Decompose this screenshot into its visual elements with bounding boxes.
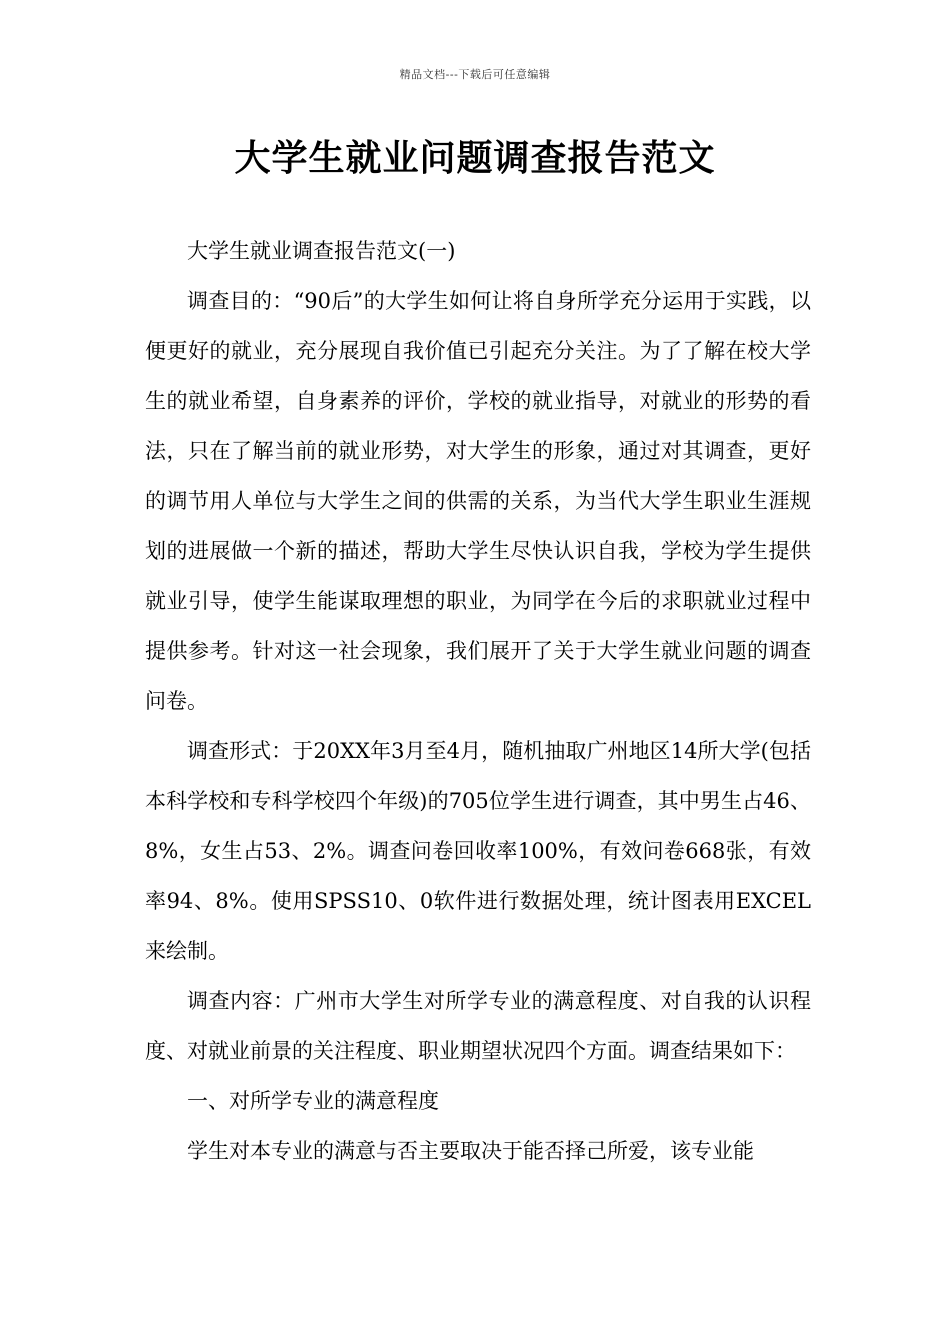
- paragraph-purpose: 调查目的：“90后”的大学生如何让将自身所学充分运用于实践，以便更好的就业，充分展现自我价值已引起充分关注。为了了解在校大学生的就业希望，自身素养的评价，学校的就业指导，对就业的形势的看法，只在了解当前的就业形势，对大学生的形象，通过对其调查，更好的调节用人单位与大学生之间的供需的关系，为当代大学生职业生涯规划的进展做一个新的描述，帮助大学生尽快认识自我，学校为学生提供就业引导，使学生能谋取理想的职业，为同学在今后的求职就业过程中提供参考。针对这一社会现象，我们展开了关于大学生就业问题的调查问卷。: [145, 289, 811, 713]
- document-body: [145, 226, 811, 1176]
- section-heading-1: 大学生就业调查报告范文(一): [187, 239, 456, 263]
- paragraph-method: 调查形式：于20XX年3月至4月，随机抽取广州地区14所大学(包括本科学校和专科学校四个年级)的705位学生进行调查，其中男生占46、8%，女生占53、2%。调查问卷回收率100%，有效问卷668张，有效率94、8%。使用SPSS10、0软件进行数据处理，统计图表用EXCEL来绘制。: [145, 739, 811, 963]
- paragraph-content: 调查内容：广州市大学生对所学专业的满意程度、对自我的认识程度、对就业前景的关注程度、职业期望状况四个方面。调查结果如下：: [145, 989, 811, 1063]
- paragraph-satisfaction: 学生对本专业的满意与否主要取决于能否择己所爱，该专业能: [187, 1139, 754, 1163]
- section-heading-satisfaction: 一、对所学专业的满意程度: [187, 1089, 439, 1113]
- document-title: 大学生就业问题调查报告范文: [234, 138, 716, 179]
- header-note: 精品文档---下载后可任意编辑: [399, 68, 551, 81]
